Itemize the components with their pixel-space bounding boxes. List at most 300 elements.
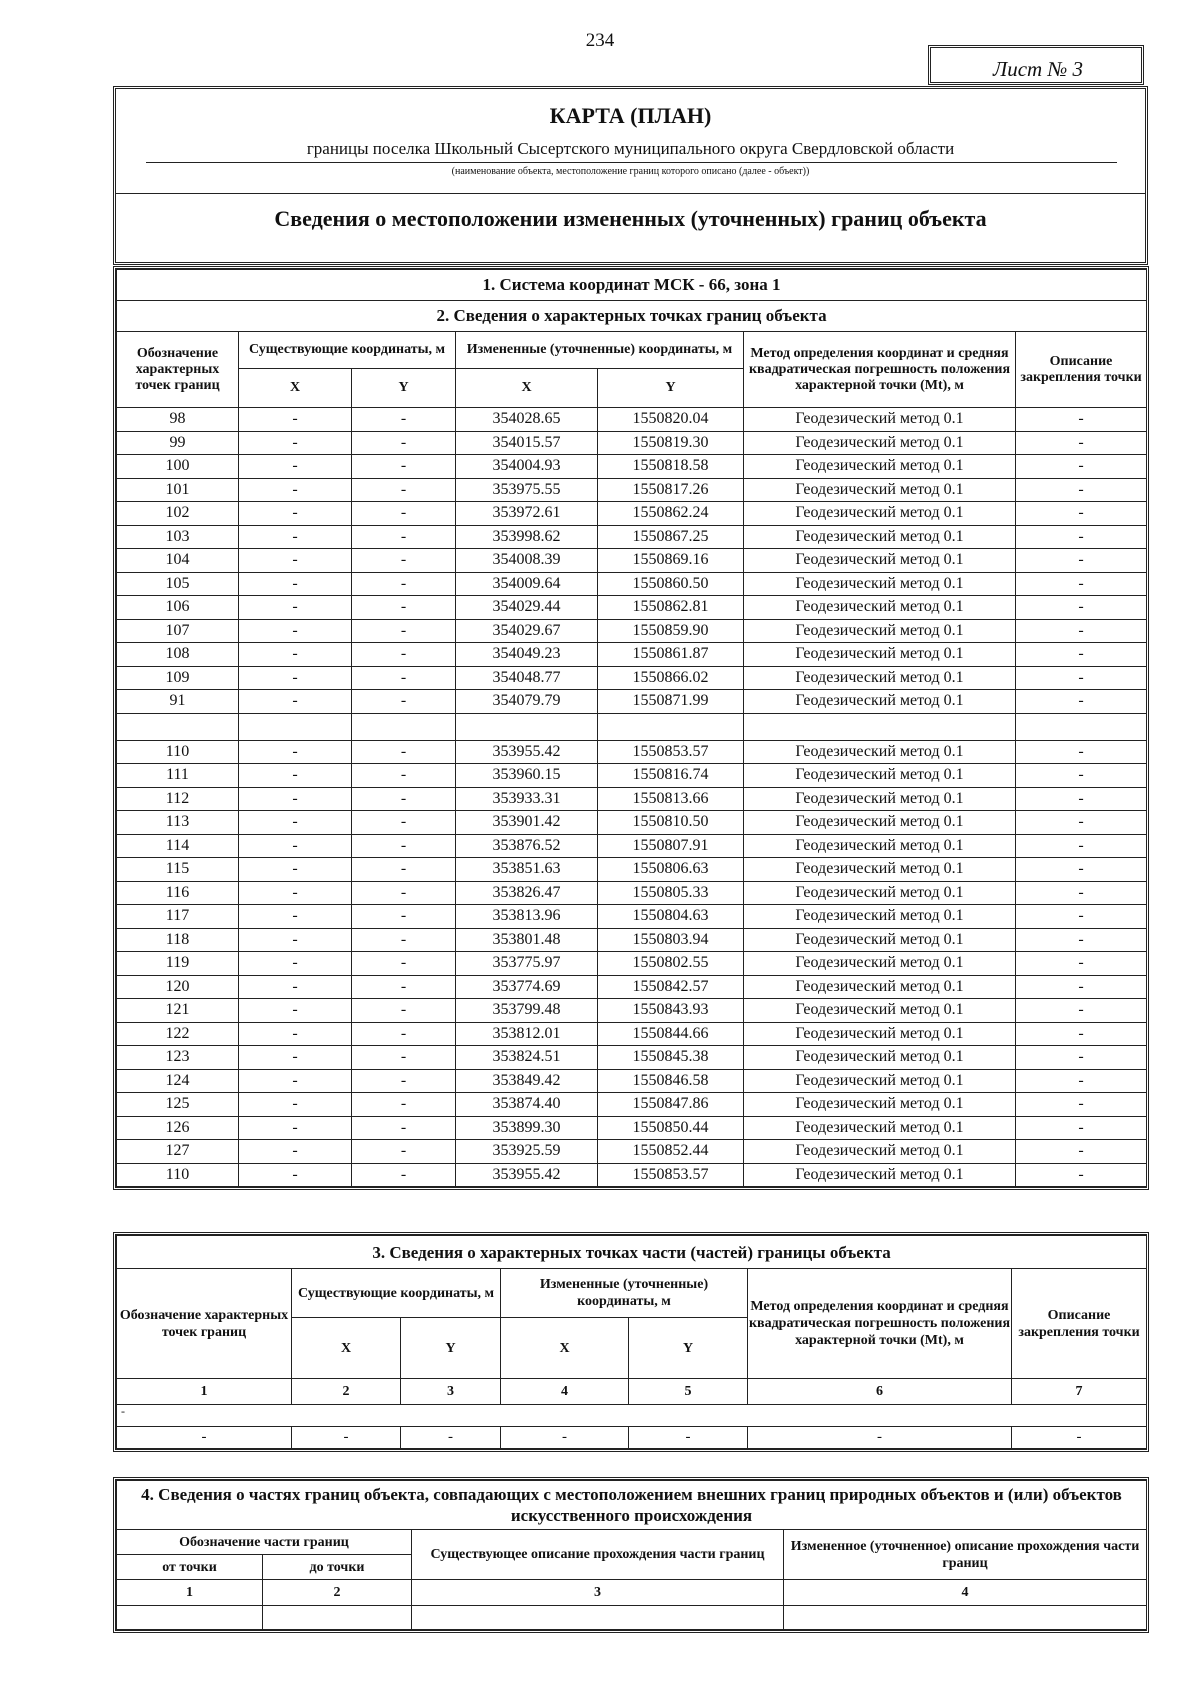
changed-x-cell: 353812.01 bbox=[456, 1022, 598, 1046]
fixing-desc-cell: - bbox=[1016, 1022, 1147, 1046]
header-existing: Существующие координаты, м bbox=[239, 332, 456, 369]
changed-x-cell: 354004.93 bbox=[456, 455, 598, 479]
header-changed-y: Y bbox=[598, 369, 744, 408]
point-id-cell: 117 bbox=[117, 905, 239, 929]
existing-x-cell: - bbox=[239, 643, 352, 667]
method-cell: Геодезический метод 0.1 bbox=[744, 999, 1016, 1023]
s4-header-existing: Существующее описание прохождения части границ bbox=[412, 1530, 784, 1580]
existing-x-cell: - bbox=[239, 952, 352, 976]
changed-x-cell: 353876.52 bbox=[456, 834, 598, 858]
points-table-frame bbox=[113, 266, 1149, 1190]
existing-x-cell: - bbox=[239, 905, 352, 929]
changed-x-cell: 353955.42 bbox=[456, 1163, 598, 1187]
method-cell: Геодезический метод 0.1 bbox=[744, 975, 1016, 999]
existing-y-cell: - bbox=[352, 975, 456, 999]
fixing-desc-cell: - bbox=[1016, 455, 1147, 479]
changed-x-cell: 353975.55 bbox=[456, 478, 598, 502]
parts-table bbox=[116, 1480, 1147, 1630]
table-row bbox=[117, 975, 1147, 999]
s3-header-designation: Обозначение характерных точек границ bbox=[117, 1269, 292, 1379]
changed-y-cell: 1550807.91 bbox=[598, 834, 744, 858]
point-id-cell: 118 bbox=[117, 928, 239, 952]
table-row bbox=[117, 431, 1147, 455]
table-row bbox=[117, 740, 1147, 764]
table-row bbox=[117, 858, 1147, 882]
part-points-table bbox=[116, 1235, 1147, 1449]
existing-y-cell: - bbox=[352, 525, 456, 549]
s3-col-number: 7 bbox=[1012, 1379, 1147, 1405]
existing-y-cell: - bbox=[352, 834, 456, 858]
method-cell: Геодезический метод 0.1 bbox=[744, 549, 1016, 573]
existing-x-cell: - bbox=[239, 811, 352, 835]
changed-x-cell: 354048.77 bbox=[456, 666, 598, 690]
changed-y-cell: 1550804.63 bbox=[598, 905, 744, 929]
changed-y-cell: 1550805.33 bbox=[598, 881, 744, 905]
method-cell: Геодезический метод 0.1 bbox=[744, 1140, 1016, 1164]
s3-cell: - bbox=[501, 1427, 629, 1449]
table-row bbox=[117, 787, 1147, 811]
table-row bbox=[117, 1022, 1147, 1046]
changed-x-cell: 353960.15 bbox=[456, 764, 598, 788]
existing-y-cell: - bbox=[352, 455, 456, 479]
method-cell: Геодезический метод 0.1 bbox=[744, 666, 1016, 690]
method-cell: Геодезический метод 0.1 bbox=[744, 740, 1016, 764]
existing-x-cell: - bbox=[239, 1163, 352, 1187]
point-id-cell: 104 bbox=[117, 549, 239, 573]
method-cell: Геодезический метод 0.1 bbox=[744, 690, 1016, 714]
s3-data-row bbox=[117, 1427, 1147, 1449]
method-cell: Геодезический метод 0.1 bbox=[744, 1046, 1016, 1070]
fixing-desc-cell: - bbox=[1016, 787, 1147, 811]
s3-col-number: 6 bbox=[748, 1379, 1012, 1405]
changed-y-cell: 1550817.26 bbox=[598, 478, 744, 502]
object-name: границы поселка Школьный Сысертского муниципального округа Свердловской области bbox=[306, 139, 955, 158]
point-id-cell: 106 bbox=[117, 596, 239, 620]
fixing-desc-cell: - bbox=[1016, 928, 1147, 952]
point-id-cell: 110 bbox=[117, 740, 239, 764]
s4-empty-row bbox=[117, 1606, 1147, 1630]
fixing-desc-cell: - bbox=[1016, 408, 1147, 432]
existing-x-cell: - bbox=[239, 455, 352, 479]
s4-col-number: 4 bbox=[784, 1580, 1147, 1606]
point-id-cell: 112 bbox=[117, 787, 239, 811]
existing-x-cell: - bbox=[239, 1093, 352, 1117]
method-cell: Геодезический метод 0.1 bbox=[744, 881, 1016, 905]
s3-cell: - bbox=[401, 1427, 501, 1449]
point-id-cell: 116 bbox=[117, 881, 239, 905]
s3-col-number: 1 bbox=[117, 1379, 292, 1405]
point-id-cell: 109 bbox=[117, 666, 239, 690]
method-cell: Геодезический метод 0.1 bbox=[744, 502, 1016, 526]
existing-x-cell: - bbox=[239, 666, 352, 690]
changed-x-cell: 353813.96 bbox=[456, 905, 598, 929]
s3-col-number: 3 bbox=[401, 1379, 501, 1405]
changed-y-cell: 1550859.90 bbox=[598, 619, 744, 643]
s4-header-from: от точки bbox=[117, 1555, 263, 1580]
existing-y-cell: - bbox=[352, 408, 456, 432]
blank-separator-row bbox=[117, 713, 1147, 740]
coord-system: 1. Система координат МСК - 66, зона 1 bbox=[117, 270, 1147, 301]
changed-y-cell: 1550862.24 bbox=[598, 502, 744, 526]
header-designation: Обозначение характерных точек границ bbox=[117, 332, 239, 408]
part-points-table-frame bbox=[113, 1232, 1149, 1452]
existing-y-cell: - bbox=[352, 881, 456, 905]
fixing-desc-cell: - bbox=[1016, 999, 1147, 1023]
fixing-desc-cell: - bbox=[1016, 764, 1147, 788]
existing-x-cell: - bbox=[239, 740, 352, 764]
changed-x-cell: 353826.47 bbox=[456, 881, 598, 905]
existing-x-cell: - bbox=[239, 408, 352, 432]
object-underline bbox=[146, 162, 1117, 163]
fixing-desc-cell: - bbox=[1016, 666, 1147, 690]
existing-x-cell: - bbox=[239, 881, 352, 905]
point-id-cell: 99 bbox=[117, 431, 239, 455]
fixing-desc-cell: - bbox=[1016, 740, 1147, 764]
s4-col-numbers bbox=[117, 1580, 1147, 1606]
fixing-desc-cell: - bbox=[1016, 478, 1147, 502]
point-id-cell: 98 bbox=[117, 408, 239, 432]
map-title: КАРТА (ПЛАН) bbox=[549, 103, 712, 128]
method-cell: Геодезический метод 0.1 bbox=[744, 1093, 1016, 1117]
table-row bbox=[117, 502, 1147, 526]
changed-x-cell: 353849.42 bbox=[456, 1069, 598, 1093]
point-id-cell: 114 bbox=[117, 834, 239, 858]
s3-cell: - bbox=[117, 1427, 292, 1449]
point-id-cell: 119 bbox=[117, 952, 239, 976]
s3-col-numbers bbox=[117, 1379, 1147, 1405]
changed-y-cell: 1550853.57 bbox=[598, 740, 744, 764]
fixing-desc-cell: - bbox=[1016, 881, 1147, 905]
s3-header-changed-x: X bbox=[501, 1318, 629, 1379]
existing-x-cell: - bbox=[239, 1069, 352, 1093]
point-id-cell: 91 bbox=[117, 690, 239, 714]
fixing-desc-cell: - bbox=[1016, 905, 1147, 929]
changed-y-cell: 1550820.04 bbox=[598, 408, 744, 432]
s4-header-to: до точки bbox=[263, 1555, 412, 1580]
fixing-desc-cell: - bbox=[1016, 1163, 1147, 1187]
existing-y-cell: - bbox=[352, 478, 456, 502]
point-id-cell: 113 bbox=[117, 811, 239, 835]
existing-y-cell: - bbox=[352, 666, 456, 690]
points-group-b bbox=[117, 740, 1147, 1187]
header-existing-x: X bbox=[239, 369, 352, 408]
table-row bbox=[117, 690, 1147, 714]
header-fixing: Описание закрепления точки bbox=[1016, 332, 1147, 408]
method-cell: Геодезический метод 0.1 bbox=[744, 408, 1016, 432]
s3-header-existing-y: Y bbox=[401, 1318, 501, 1379]
existing-x-cell: - bbox=[239, 502, 352, 526]
table-row bbox=[117, 572, 1147, 596]
table-row bbox=[117, 549, 1147, 573]
existing-x-cell: - bbox=[239, 787, 352, 811]
fixing-desc-cell: - bbox=[1016, 643, 1147, 667]
existing-x-cell: - bbox=[239, 525, 352, 549]
changed-x-cell: 353851.63 bbox=[456, 858, 598, 882]
existing-x-cell: - bbox=[239, 596, 352, 620]
changed-x-cell: 353799.48 bbox=[456, 999, 598, 1023]
section3-title: 3. Сведения о характерных точках части (частей) границы объекта bbox=[117, 1236, 1147, 1269]
existing-x-cell: - bbox=[239, 1046, 352, 1070]
existing-y-cell: - bbox=[352, 596, 456, 620]
changed-x-cell: 354009.64 bbox=[456, 572, 598, 596]
changed-x-cell: 353775.97 bbox=[456, 952, 598, 976]
fixing-desc-cell: - bbox=[1016, 1116, 1147, 1140]
header-divider bbox=[116, 193, 1145, 194]
changed-x-cell: 353933.31 bbox=[456, 787, 598, 811]
existing-y-cell: - bbox=[352, 764, 456, 788]
existing-y-cell: - bbox=[352, 811, 456, 835]
fixing-desc-cell: - bbox=[1016, 1046, 1147, 1070]
parts-table-frame bbox=[113, 1477, 1149, 1633]
changed-y-cell: 1550803.94 bbox=[598, 928, 744, 952]
changed-y-cell: 1550861.87 bbox=[598, 643, 744, 667]
table-row bbox=[117, 1140, 1147, 1164]
table-row bbox=[117, 596, 1147, 620]
map-header bbox=[113, 86, 1148, 265]
table-row bbox=[117, 881, 1147, 905]
existing-y-cell: - bbox=[352, 1046, 456, 1070]
existing-y-cell: - bbox=[352, 999, 456, 1023]
changed-x-cell: 354028.65 bbox=[456, 408, 598, 432]
changed-x-cell: 353972.61 bbox=[456, 502, 598, 526]
changed-x-cell: 353899.30 bbox=[456, 1116, 598, 1140]
section2-title: 2. Сведения о характерных точках границ объекта bbox=[117, 301, 1147, 332]
table-row bbox=[117, 811, 1147, 835]
s4-header-part: Обозначение части границ bbox=[117, 1530, 412, 1555]
fixing-desc-cell: - bbox=[1016, 431, 1147, 455]
s3-header-changed-y: Y bbox=[629, 1318, 748, 1379]
changed-y-cell: 1550819.30 bbox=[598, 431, 744, 455]
changed-y-cell: 1550816.74 bbox=[598, 764, 744, 788]
point-id-cell: 125 bbox=[117, 1093, 239, 1117]
method-cell: Геодезический метод 0.1 bbox=[744, 1116, 1016, 1140]
changed-y-cell: 1550806.63 bbox=[598, 858, 744, 882]
existing-y-cell: - bbox=[352, 787, 456, 811]
fixing-desc-cell: - bbox=[1016, 619, 1147, 643]
s4-col-number: 3 bbox=[412, 1580, 784, 1606]
changed-y-cell: 1550852.44 bbox=[598, 1140, 744, 1164]
table-row bbox=[117, 1046, 1147, 1070]
method-cell: Геодезический метод 0.1 bbox=[744, 455, 1016, 479]
table-row bbox=[117, 478, 1147, 502]
method-cell: Геодезический метод 0.1 bbox=[744, 928, 1016, 952]
fixing-desc-cell: - bbox=[1016, 1069, 1147, 1093]
changed-y-cell: 1550818.58 bbox=[598, 455, 744, 479]
points-table bbox=[116, 269, 1147, 1187]
existing-y-cell: - bbox=[352, 1022, 456, 1046]
header-changed: Измененные (уточненные) координаты, м bbox=[456, 332, 744, 369]
point-id-cell: 124 bbox=[117, 1069, 239, 1093]
existing-y-cell: - bbox=[352, 1069, 456, 1093]
s3-header-existing: Существующие координаты, м bbox=[292, 1269, 501, 1318]
existing-y-cell: - bbox=[352, 572, 456, 596]
table-row bbox=[117, 999, 1147, 1023]
existing-y-cell: - bbox=[352, 1163, 456, 1187]
method-cell: Геодезический метод 0.1 bbox=[744, 1163, 1016, 1187]
sheet-label: Лист № 3 bbox=[928, 45, 1144, 85]
changed-y-cell: 1550847.86 bbox=[598, 1093, 744, 1117]
s3-col-number: 2 bbox=[292, 1379, 401, 1405]
table-row bbox=[117, 1093, 1147, 1117]
changed-y-cell: 1550867.25 bbox=[598, 525, 744, 549]
fixing-desc-cell: - bbox=[1016, 811, 1147, 835]
s3-cell: - bbox=[1012, 1427, 1147, 1449]
changed-x-cell: 353874.40 bbox=[456, 1093, 598, 1117]
changed-y-cell: 1550869.16 bbox=[598, 549, 744, 573]
method-cell: Геодезический метод 0.1 bbox=[744, 619, 1016, 643]
table-row bbox=[117, 643, 1147, 667]
section4-title: 4. Сведения о частях границ объекта, совпадающих с местоположением внешних границ природных объектов и (или) объектов искусственного происхождения bbox=[117, 1481, 1147, 1530]
method-cell: Геодезический метод 0.1 bbox=[744, 1022, 1016, 1046]
table-row bbox=[117, 834, 1147, 858]
existing-y-cell: - bbox=[352, 1116, 456, 1140]
changed-y-cell: 1550844.66 bbox=[598, 1022, 744, 1046]
s3-cell: - bbox=[629, 1427, 748, 1449]
changed-y-cell: 1550860.50 bbox=[598, 572, 744, 596]
fixing-desc-cell: - bbox=[1016, 834, 1147, 858]
changed-x-cell: 354029.44 bbox=[456, 596, 598, 620]
existing-y-cell: - bbox=[352, 740, 456, 764]
changed-y-cell: 1550813.66 bbox=[598, 787, 744, 811]
table-row bbox=[117, 1163, 1147, 1187]
points-group-a bbox=[117, 408, 1147, 714]
changed-x-cell: 353955.42 bbox=[456, 740, 598, 764]
s4-col-number: 2 bbox=[263, 1580, 412, 1606]
existing-y-cell: - bbox=[352, 502, 456, 526]
changed-x-cell: 353774.69 bbox=[456, 975, 598, 999]
existing-x-cell: - bbox=[239, 858, 352, 882]
method-cell: Геодезический метод 0.1 bbox=[744, 834, 1016, 858]
table-row bbox=[117, 455, 1147, 479]
changed-y-cell: 1550853.57 bbox=[598, 1163, 744, 1187]
s3-header-changed: Измененные (уточненные) координаты, м bbox=[501, 1269, 748, 1318]
existing-x-cell: - bbox=[239, 1140, 352, 1164]
s3-header-existing-x: X bbox=[292, 1318, 401, 1379]
s3-col-number: 5 bbox=[629, 1379, 748, 1405]
changed-y-cell: 1550871.99 bbox=[598, 690, 744, 714]
existing-y-cell: - bbox=[352, 643, 456, 667]
s4-header-changed: Измененное (уточненное) описание прохождения части границ bbox=[784, 1530, 1147, 1580]
changed-y-cell: 1550842.57 bbox=[598, 975, 744, 999]
fixing-desc-cell: - bbox=[1016, 1140, 1147, 1164]
table-row bbox=[117, 928, 1147, 952]
existing-y-cell: - bbox=[352, 690, 456, 714]
existing-y-cell: - bbox=[352, 619, 456, 643]
method-cell: Геодезический метод 0.1 bbox=[744, 525, 1016, 549]
existing-x-cell: - bbox=[239, 572, 352, 596]
changed-y-cell: 1550866.02 bbox=[598, 666, 744, 690]
existing-x-cell: - bbox=[239, 764, 352, 788]
fixing-desc-cell: - bbox=[1016, 502, 1147, 526]
fixing-desc-cell: - bbox=[1016, 858, 1147, 882]
existing-x-cell: - bbox=[239, 549, 352, 573]
point-id-cell: 102 bbox=[117, 502, 239, 526]
changed-x-cell: 354015.57 bbox=[456, 431, 598, 455]
s3-header-method: Метод определения координат и средняя квадратическая погрешность положения характерной точки (Mt), м bbox=[748, 1269, 1012, 1379]
fixing-desc-cell: - bbox=[1016, 549, 1147, 573]
header-existing-y: Y bbox=[352, 369, 456, 408]
changed-y-cell: 1550850.44 bbox=[598, 1116, 744, 1140]
fixing-desc-cell: - bbox=[1016, 525, 1147, 549]
existing-x-cell: - bbox=[239, 975, 352, 999]
point-id-cell: 122 bbox=[117, 1022, 239, 1046]
fixing-desc-cell: - bbox=[1016, 952, 1147, 976]
changed-x-cell: 353998.62 bbox=[456, 525, 598, 549]
changed-x-cell: 354049.23 bbox=[456, 643, 598, 667]
existing-x-cell: - bbox=[239, 690, 352, 714]
table-row bbox=[117, 525, 1147, 549]
point-id-cell: 111 bbox=[117, 764, 239, 788]
s3-cell: - bbox=[748, 1427, 1012, 1449]
point-id-cell: 110 bbox=[117, 1163, 239, 1187]
changed-x-cell: 353925.59 bbox=[456, 1140, 598, 1164]
method-cell: Геодезический метод 0.1 bbox=[744, 811, 1016, 835]
existing-x-cell: - bbox=[239, 834, 352, 858]
existing-x-cell: - bbox=[239, 619, 352, 643]
changed-y-cell: 1550810.50 bbox=[598, 811, 744, 835]
point-id-cell: 121 bbox=[117, 999, 239, 1023]
point-id-cell: 108 bbox=[117, 643, 239, 667]
changed-y-cell: 1550843.93 bbox=[598, 999, 744, 1023]
existing-x-cell: - bbox=[239, 1022, 352, 1046]
point-id-cell: 100 bbox=[117, 455, 239, 479]
method-cell: Геодезический метод 0.1 bbox=[744, 643, 1016, 667]
existing-y-cell: - bbox=[352, 905, 456, 929]
fixing-desc-cell: - bbox=[1016, 596, 1147, 620]
existing-y-cell: - bbox=[352, 549, 456, 573]
point-id-cell: 107 bbox=[117, 619, 239, 643]
method-cell: Геодезический метод 0.1 bbox=[744, 952, 1016, 976]
s3-header-fixing: Описание закрепления точки bbox=[1012, 1269, 1147, 1379]
table-row bbox=[117, 764, 1147, 788]
s3-col-number: 4 bbox=[501, 1379, 629, 1405]
existing-y-cell: - bbox=[352, 1140, 456, 1164]
method-cell: Геодезический метод 0.1 bbox=[744, 478, 1016, 502]
changed-y-cell: 1550845.38 bbox=[598, 1046, 744, 1070]
fixing-desc-cell: - bbox=[1016, 572, 1147, 596]
header-method: Метод определения координат и средняя квадратическая погрешность положения характерной точки (Mt), м bbox=[744, 332, 1016, 408]
method-cell: Геодезический метод 0.1 bbox=[744, 905, 1016, 929]
existing-y-cell: - bbox=[352, 431, 456, 455]
changed-y-cell: 1550802.55 bbox=[598, 952, 744, 976]
method-cell: Геодезический метод 0.1 bbox=[744, 431, 1016, 455]
point-id-cell: 123 bbox=[117, 1046, 239, 1070]
changed-x-cell: 354029.67 bbox=[456, 619, 598, 643]
existing-y-cell: - bbox=[352, 1093, 456, 1117]
existing-x-cell: - bbox=[239, 999, 352, 1023]
s3-part-label: - bbox=[117, 1405, 1147, 1427]
table-row bbox=[117, 905, 1147, 929]
s3-cell: - bbox=[292, 1427, 401, 1449]
info-title: Сведения о местоположении измененных (уточненных) границ объекта bbox=[274, 206, 987, 231]
point-id-cell: 127 bbox=[117, 1140, 239, 1164]
changed-x-cell: 353824.51 bbox=[456, 1046, 598, 1070]
table-row bbox=[117, 408, 1147, 432]
table-row bbox=[117, 952, 1147, 976]
existing-y-cell: - bbox=[352, 858, 456, 882]
changed-x-cell: 353901.42 bbox=[456, 811, 598, 835]
existing-x-cell: - bbox=[239, 928, 352, 952]
method-cell: Геодезический метод 0.1 bbox=[744, 596, 1016, 620]
fixing-desc-cell: - bbox=[1016, 690, 1147, 714]
changed-y-cell: 1550846.58 bbox=[598, 1069, 744, 1093]
page-number: 234 bbox=[585, 30, 615, 51]
fixing-desc-cell: - bbox=[1016, 975, 1147, 999]
table-row bbox=[117, 619, 1147, 643]
table-row bbox=[117, 666, 1147, 690]
changed-x-cell: 354079.79 bbox=[456, 690, 598, 714]
fixing-desc-cell: - bbox=[1016, 1093, 1147, 1117]
